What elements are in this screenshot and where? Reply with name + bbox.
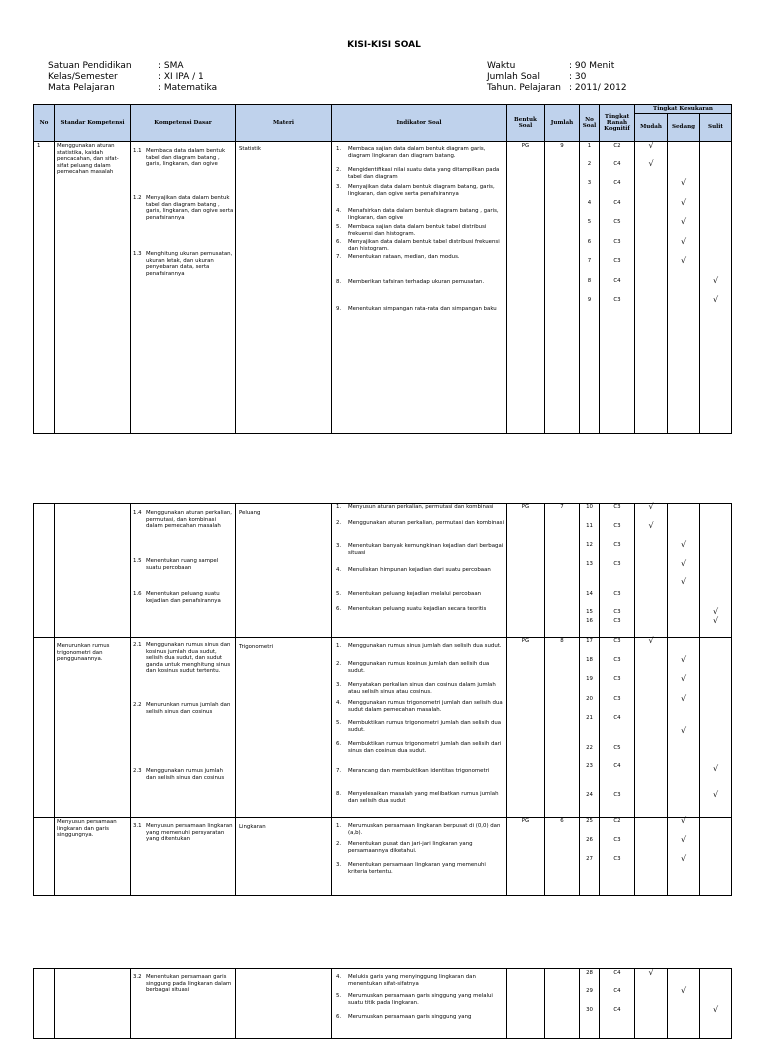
item-number: 4.: [336, 208, 342, 214]
standar-kompetensi: Menurunkan rumus trigonometri dan penggunaannya.: [57, 643, 110, 663]
cognitive-level: C2: [613, 818, 621, 824]
item-number: 1.: [336, 504, 342, 510]
materi: Lingkaran: [239, 824, 266, 830]
materi: Statistik: [239, 146, 261, 152]
meta-right: [487, 61, 627, 94]
checkmark-icon: √: [648, 159, 654, 168]
header-mudah: Mudah: [635, 114, 668, 142]
item-text: Menentukan rataan, median, dan modus.: [348, 254, 460, 260]
item-text: Menentukan pusat dan jari-jari lingkaran yang persamaannya diketahui.: [348, 841, 473, 854]
meta-value: : SMA: [158, 61, 184, 71]
question-number: 17: [586, 638, 593, 644]
cognitive-level: C4: [613, 1007, 621, 1013]
row-number: 1: [37, 143, 41, 149]
item-number: 7.: [336, 254, 342, 260]
jumlah-soal: 8: [560, 638, 564, 644]
meta-label: Satuan Pendidikan: [48, 61, 132, 71]
item-number: 1.: [336, 146, 342, 152]
meta-value: : Matematika: [158, 83, 218, 93]
item-number: 5.: [336, 993, 342, 999]
header-tingkat-kesukaran: Tingkat Kesukaran: [635, 105, 732, 114]
header-sedang: Sedang: [668, 114, 700, 142]
item-number: 8.: [336, 279, 342, 285]
item-text: Menyelesaikan masalah yang melibatkan rumus jumlah dan selisih dua sudut: [348, 791, 499, 804]
checkmark-icon: √: [680, 835, 687, 844]
item-text: Menyatakan perkalian sinus dan cosinus dalam jumlah atau selisih sinus atau cosinus.: [348, 682, 496, 695]
cognitive-level: C3: [613, 591, 621, 597]
item-text: Menentukan peluang suatu kejadian dan penafsirannya: [146, 591, 221, 604]
item-text: Merumuskan persamaan garis singgung yang: [348, 1014, 472, 1020]
question-number: 4: [587, 200, 592, 206]
checkmark-icon: √: [712, 790, 719, 799]
cognitive-level: C4: [613, 763, 621, 769]
question-number: 22: [586, 745, 593, 751]
cognitive-level: C4: [613, 715, 621, 721]
checkmark-icon: √: [680, 559, 687, 568]
checkmark-icon: √: [648, 968, 654, 977]
kisi-table-page3: [33, 968, 732, 1039]
question-number: 13: [586, 561, 593, 567]
item-text: Menyajikan data dalam bentuk tabel dan diagram batang , garis, lingkaran, dan ogive serta penafsirannya: [146, 195, 234, 221]
kisi-table-page2: [33, 503, 732, 896]
item-number: 1.3: [133, 251, 142, 257]
checkmark-icon: √: [680, 178, 687, 187]
item-number: 1.1: [133, 148, 142, 154]
item-number: 1.4: [133, 510, 142, 516]
item-text: Mengidentifikasi nilai suatu data yang ditampilkan pada tabel dan diagram: [348, 167, 500, 180]
bentuk-soal: PG: [521, 818, 530, 824]
checkmark-icon: √: [712, 616, 719, 625]
item-text: Menggunakan rumus kosinus jumlah dan selisih dua sudut.: [348, 661, 490, 674]
cognitive-level: C3: [613, 542, 621, 548]
item-text: Membaca data dalam bentuk tabel dan diagram batang , garis, lingkaran, dan ogive: [146, 148, 226, 168]
question-number: 5: [587, 219, 592, 225]
meta-label: Kelas/Semester: [48, 72, 118, 82]
question-number: 8: [587, 278, 592, 284]
cognitive-level: C4: [613, 278, 621, 284]
question-number: 24: [586, 792, 593, 798]
kisi-table-page1: [33, 104, 732, 434]
checkmark-icon: √: [680, 577, 687, 586]
checkmark-icon: √: [712, 276, 719, 285]
item-number: 7.: [336, 768, 342, 774]
item-text: Menggunakan rumus jumlah dan selisih sinus dan cosinus: [146, 768, 225, 781]
bentuk-soal: PG: [521, 638, 530, 644]
question-number: 6: [587, 239, 592, 245]
item-number: 3.1: [133, 823, 142, 829]
checkmark-icon: √: [648, 636, 654, 645]
item-text: Menggunakan rumus sinus dan kosinus jumlah dua sudut, selisih dua sudut, dan sudut ganda untuk menghitung sinus dan kosinus sudut tertentu.: [146, 642, 231, 675]
cognitive-level: C3: [613, 792, 621, 798]
meta-label: Jumlah Soal: [487, 72, 540, 82]
item-text: Merumuskan persamaan garis singgung yang melalui suatu titik pada lingkaran.: [348, 993, 493, 1006]
cognitive-level: C4: [613, 970, 621, 976]
item-text: Melukis garis yang menyinggung lingkaran dan menentukan sifat-sifatnya: [348, 974, 476, 987]
item-text: Membaca sajian data dalam bentuk diagram garis, diagram lingkaran dan diagram batang.: [348, 146, 486, 159]
item-text: Menggunakan rumus trigonometri jumlah dan selisih dua sudut dalam pemecahan masalah.: [348, 700, 503, 713]
cognitive-level: C3: [613, 856, 621, 862]
item-text: Menentukan peluang kejadian melalui percobaan: [348, 591, 482, 597]
jumlah-soal: 6: [560, 818, 564, 824]
item-number: 4.: [336, 974, 342, 980]
checkmark-icon: √: [680, 655, 687, 664]
checkmark-icon: √: [680, 694, 687, 703]
header-indikator: Indikator Soal: [332, 105, 507, 142]
meta-value: : 30: [569, 72, 587, 82]
item-number: 3.: [336, 184, 342, 190]
item-text: Menentukan persamaan lingkaran yang memenuhi kriteria tertentu.: [348, 862, 486, 875]
item-text: Membuktikan rumus trigonometri jumlah dan selisih dua sudut.: [348, 720, 502, 733]
standar-kompetensi: Menyusun persamaan lingkaran dan garis singgungnya.: [57, 819, 117, 839]
checkmark-icon: √: [680, 256, 687, 265]
checkmark-icon: √: [712, 607, 719, 616]
cognitive-level: C4: [613, 988, 621, 994]
cognitive-level: C3: [613, 696, 621, 702]
item-number: 2.: [336, 167, 342, 173]
table-row: [34, 638, 732, 818]
cognitive-level: C5: [613, 219, 621, 225]
meta-value: : 2011/ 2012: [569, 83, 627, 93]
item-text: Menentukan simpangan rata-rata dan simpangan baku: [348, 306, 497, 312]
header-no-soal: No Soal: [580, 105, 600, 142]
checkmark-icon: √: [712, 764, 719, 773]
cognitive-level: C3: [613, 523, 621, 529]
item-number: 6.: [336, 239, 342, 245]
item-text: Menentukan ruang sampel suatu percobaan: [146, 558, 219, 571]
item-text: Membuktikan rumus trigonometri jumlah dan selisih dari sinus dan cosinus dua sudut.: [348, 741, 502, 754]
item-text: Memberikan tafsiran terhadap ukuran pemusatan.: [348, 279, 485, 285]
header-kompetensi-dasar: Kompetensi Dasar: [131, 105, 236, 142]
cognitive-level: C5: [613, 745, 621, 751]
item-text: Menggunakan aturan perkalian, permutasi dan kombinasi: [348, 520, 504, 526]
meta-label: Waktu: [487, 61, 516, 71]
checkmark-icon: √: [648, 141, 654, 150]
bentuk-soal: PG: [521, 143, 530, 149]
cognitive-level: C3: [613, 258, 621, 264]
item-number: 1.: [336, 643, 342, 649]
item-number: 6.: [336, 606, 342, 612]
header-no: No: [34, 105, 55, 142]
item-number: 1.: [336, 823, 342, 829]
standar-kompetensi: Menggunakan aturan statistika, kaidah pencacahan, dan sifat-sifat peluang dalam pemecahan masalah: [57, 143, 119, 176]
cognitive-level: C3: [613, 504, 621, 510]
question-number: 14: [586, 591, 593, 597]
jumlah-soal: 7: [560, 504, 564, 510]
question-number: 23: [586, 763, 593, 769]
header-materi: Materi: [236, 105, 332, 142]
table-row: [34, 142, 732, 434]
item-number: 5.: [336, 224, 342, 230]
question-number: 10: [586, 504, 593, 510]
meta-label: Mata Pelajaran: [48, 83, 115, 93]
item-text: Menentukan banyak kemungkinan kejadian dari berbagai situasi: [348, 543, 504, 556]
cognitive-level: C4: [613, 161, 621, 167]
item-text: Menggunakan aturan perkalian, permutasi, dan kombinasi dalam pemecahan masalah: [146, 510, 233, 530]
question-number: 11: [586, 523, 593, 529]
materi: Trigonometri: [239, 644, 274, 650]
question-number: 9: [587, 297, 592, 303]
header-bentuk-soal: Bentuk Soal: [507, 105, 545, 142]
checkmark-icon: √: [712, 295, 719, 304]
item-text: Menyajikan data dalam bentuk diagram batang, garis, lingkaran, dan ogive serta penafsirannya: [348, 184, 495, 197]
question-number: 18: [586, 657, 593, 663]
item-number: 3.2: [133, 974, 142, 980]
item-number: 3.: [336, 862, 342, 868]
checkmark-icon: √: [680, 816, 687, 825]
item-text: Menentukan peluang suatu kejadian secara teoritis: [348, 606, 487, 612]
item-number: 4.: [336, 700, 342, 706]
checkmark-icon: √: [680, 854, 687, 863]
item-text: Menyajikan data dalam bentuk tabel distribusi frekuensi dan histogram.: [348, 239, 500, 252]
item-number: 2.2: [133, 702, 142, 708]
question-number: 26: [586, 837, 593, 843]
item-number: 8.: [336, 791, 342, 797]
checkmark-icon: √: [712, 1005, 719, 1014]
item-number: 2.3: [133, 768, 142, 774]
question-number: 1: [587, 143, 592, 149]
question-number: 7: [587, 258, 592, 264]
cognitive-level: C4: [613, 200, 621, 206]
item-text: Merumuskan persamaan lingkaran berpusat di (0,0) dan (a,b).: [348, 823, 501, 836]
question-number: 21: [586, 715, 593, 721]
checkmark-icon: √: [680, 540, 687, 549]
cognitive-level: C3: [613, 676, 621, 682]
item-text: Menafsirkan data dalam bentuk diagram batang , garis, lingkaran, dan ogive: [348, 208, 499, 221]
item-number: 3.: [336, 543, 342, 549]
header-tingkat-ranah: Tingkat Ranah Kognitif: [600, 105, 635, 142]
question-number: 30: [586, 1007, 593, 1013]
item-number: 5.: [336, 720, 342, 726]
item-number: 5.: [336, 591, 342, 597]
item-text: Menuliskan himpunan kejadian dari suatu percobaan: [348, 567, 491, 573]
bentuk-soal: PG: [521, 504, 530, 510]
item-number: 2.1: [133, 642, 142, 648]
item-text: Membaca sajian data dalam bentuk tabel distribusi frekuensi dan histogram.: [348, 224, 487, 237]
table-row: [34, 818, 732, 896]
question-number: 12: [586, 542, 593, 548]
item-number: 2.: [336, 841, 342, 847]
item-text: Menyusun persamaan lingkaran yang memenuhi persyaratan yang ditentukan: [146, 823, 233, 843]
question-number: 27: [586, 856, 593, 862]
meta-value: : XI IPA / 1: [158, 72, 204, 82]
cognitive-level: C3: [613, 239, 621, 245]
question-number: 2: [587, 161, 592, 167]
meta-label: Tahun. Pelajaran: [487, 83, 561, 93]
item-number: 1.5: [133, 558, 142, 564]
question-number: 16: [586, 618, 593, 624]
question-number: 15: [586, 609, 593, 615]
item-text: Menurunkan rumus jumlah dan selisih sinus dan cosinus: [146, 702, 231, 715]
cognitive-level: C3: [613, 837, 621, 843]
cognitive-level: C3: [613, 609, 621, 615]
question-number: 28: [586, 970, 593, 976]
item-text: Menghitung ukuran pemusatan, ukuran letak, dan ukuran penyebaran data, serta penafsirannya: [146, 251, 233, 277]
item-number: 3.: [336, 682, 342, 688]
item-text: Merancang dan membuktikan identitas trigonometri: [348, 768, 490, 774]
item-number: 6.: [336, 741, 342, 747]
table-row: [34, 504, 732, 638]
question-number: 3: [587, 180, 592, 186]
cognitive-level: C3: [613, 561, 621, 567]
checkmark-icon: √: [680, 198, 687, 207]
header-standar-kompetensi: Standar Kompetensi: [55, 105, 131, 142]
cognitive-level: C3: [613, 657, 621, 663]
cognitive-level: C3: [613, 297, 621, 303]
cognitive-level: C3: [613, 618, 621, 624]
item-number: 9.: [336, 306, 342, 312]
checkmark-icon: √: [680, 726, 687, 735]
item-number: 1.6: [133, 591, 142, 597]
document-title: KISI-KISI SOAL: [347, 40, 421, 50]
table-row: [34, 969, 732, 1039]
question-number: 19: [586, 676, 593, 682]
item-text: Menyusun aturan perkalian, permutasi dan kombinasi: [348, 504, 494, 510]
item-number: 2.: [336, 661, 342, 667]
checkmark-icon: √: [680, 237, 687, 246]
header-jumlah: Jumlah: [545, 105, 580, 142]
checkmark-icon: √: [680, 674, 687, 683]
checkmark-icon: √: [648, 521, 654, 530]
item-number: 2.: [336, 520, 342, 526]
checkmark-icon: √: [680, 217, 687, 226]
checkmark-icon: √: [648, 502, 654, 511]
question-number: 25: [586, 818, 593, 824]
meta-left: [48, 61, 217, 94]
cognitive-level: C4: [613, 180, 621, 186]
meta-value: : 90 Menit: [569, 61, 615, 71]
item-text: Menggunakan rumus sinus jumlah dan selisih dua sudut.: [348, 643, 502, 649]
cognitive-level: C2: [613, 143, 621, 149]
header-sulit: Sulit: [700, 114, 732, 142]
item-number: 1.2: [133, 195, 142, 201]
materi: Peluang: [239, 510, 261, 516]
question-number: 29: [586, 988, 593, 994]
cognitive-level: C3: [613, 638, 621, 644]
item-number: 6.: [336, 1014, 342, 1020]
jumlah-soal: 9: [560, 143, 564, 149]
item-number: 4.: [336, 567, 342, 573]
checkmark-icon: √: [680, 986, 687, 995]
question-number: 20: [586, 696, 593, 702]
item-text: Menentukan persamaan garis singgung pada lingkaran dalam berbagai situasi: [146, 974, 232, 994]
